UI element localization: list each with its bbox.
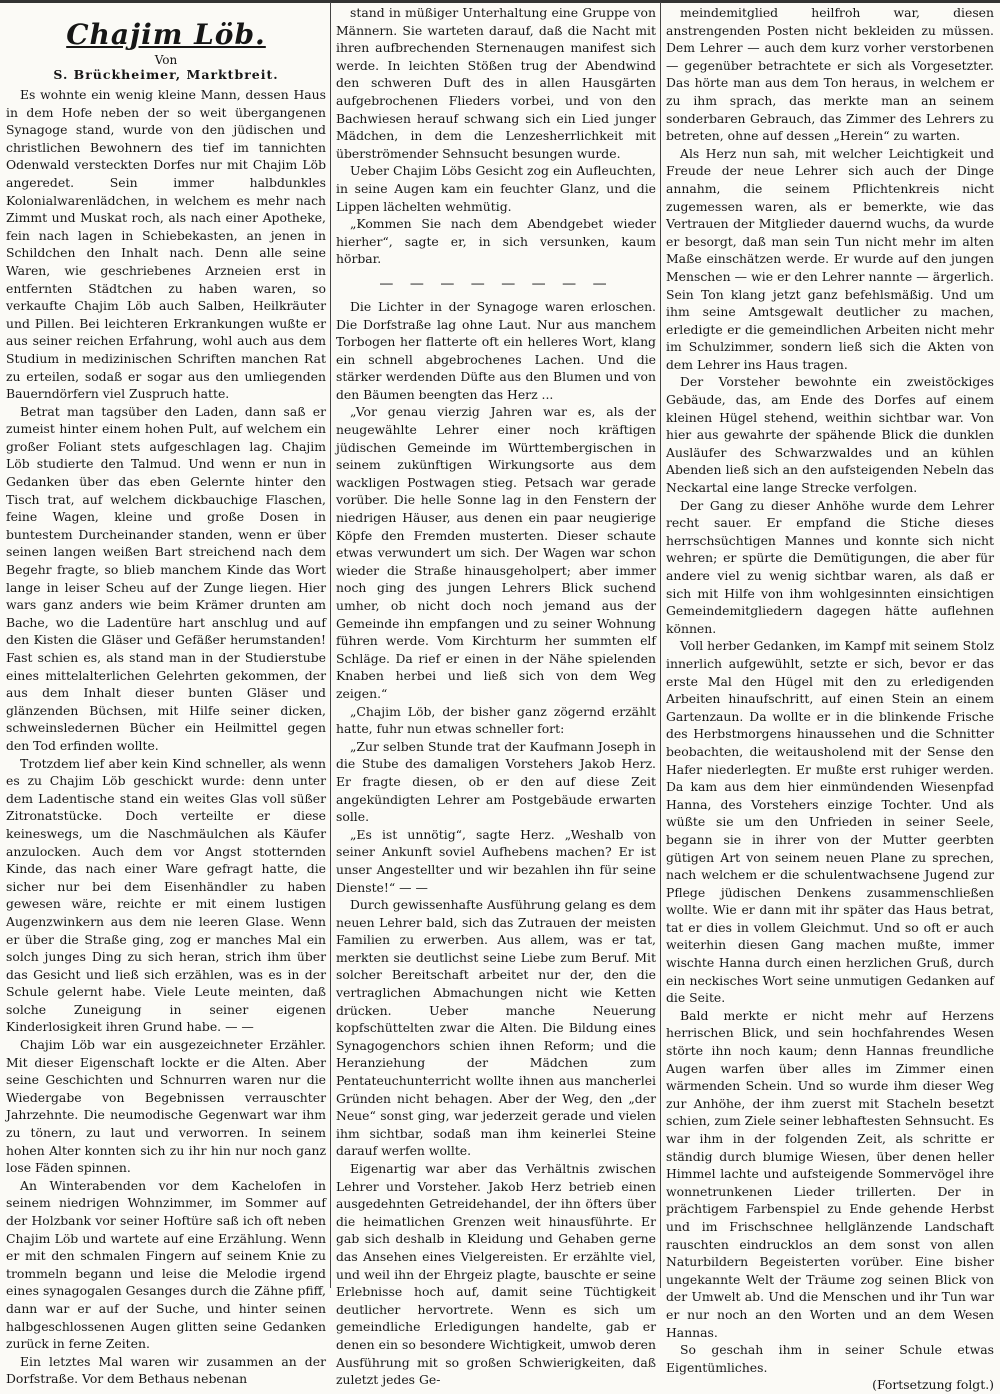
- paragraph: So geschah ihm in seiner Schule etwas Eigentümliches.: [666, 1342, 994, 1375]
- paragraph: „Vor genau vierzig Jahren war es, als der neugewählte Lehrer einer noch kräftigen jüdischen Gemeinde im Württembergischen in seinem zukünftigen Wirkungsorte aus dem wackligen Postwagen stieg. Petsach war gerade vorüber. Die helle Sonne lag in den Fenstern der niedrigen Häuser, aus denen ein paar neugierige Köpfe den Fremden musterten. Dieser schaute etwas verwundert um sich. Der Wagen war schon wieder die Straße hinausgeholpert; aber immer noch ging des jungen Lehrers Blick suchend umher, ob nicht doch noch jemand aus der Gemeinde ihn empfangen und zu seiner Wohnung führen werde. Vom Kirchturm her summten elf Schläge. Da rief er einen in der Nähe spielenden Knaben herbei und ließ sich von dem Weg zeigen.“: [336, 404, 656, 701]
- paragraph: Betrat man tagsüber den Laden, dann saß er zumeist hinter einem hohen Pult, auf welchem ein großer Foliant stets aufgeschlagen lag. Chajim Löb studierte den Talmud. Und wenn er nun in Gedanken über das eben Gelernte hinter den Tisch trat, auf welchem dickbauchige Flaschen, feine Wagen, kleine und große Dosen in buntestem Durcheinander standen, wenn er über seinen langen weißen Bart streichend nach dem Begehr fragte, so blieb manchem Kinde das Wort lange in leiser Scheu auf der Zunge liegen. Hier wars ganz anders wie beim Krämer drunten am Bache, wo die Ladentüre hart anschlug und auf den Kisten die Gläser und Gefäßer herumstanden! Fast schien es, als stand man in der Studierstube eines mittelalterlichen Gelehrten gekommen, der aus dem Inhalt dieser bunten Gläser und glänzenden Büchsen, mit Hilfe seiner dicken, schweinsledernen Bücher ein Heilmittel gegen den Tod erfinden wollte.: [6, 403, 326, 753]
- paragraph: „Zur selben Stunde trat der Kaufmann Joseph in die Stube des damaligen Vorstehers Jakob Herz. Er fragte diesen, ob er den auf diese Zeit angekündigten Lehrer am Postgebäude erwarten solle.: [336, 738, 656, 825]
- paragraph: Durch gewissenhafte Ausführung gelang es dem neuen Lehrer bald, sich das Zutrauen der meisten Familien zu erwerben. Aus allem, was er tat, merkten sie deutlichst seine Liebe zum Beruf. Mit solcher Bereitschaft arbeitet nur der, den die vertraglichen Abmachungen nicht wie Ketten drücken. Ueber manche Neuerung kopfschüttelten zwar die Alten. Die Bildung eines Synagogenchors schien ihnen Reform; und die Heranziehung der Mädchen zum Pentateuchunterricht wollte ihnen aus mancherlei Gründen nicht behagen. Aber der Weg, den „der Neue“ sonst ging, war jederzeit gerade und vielen ihm sichtbar, sodaß man ihm keinerlei Steine darauf werfen wollte.: [336, 897, 656, 1159]
- paragraph: Bald merkte er nicht mehr auf Herzens herrischen Blick, und sein hochfahrendes Wesen störte ihn noch kaum; denn Hannas freundliche Augen warfen über alles im Zimmer einen wärmenden Schein. Und so wurde ihm dieser Weg zur Anhöhe, der ihm zuerst mit Stacheln besetzt schien, zum Ziele seiner lebhaftesten Sehnsucht. Es war ihm in der folgenden Zeit, als schritte er ständig durch blumige Wiesen, über denen heller Himmel lachte und aufsteigende Sommervögel ihre wonnetrunkenen Lieder trillerten. Der in prächtigem Farbenspiel zu Ende gehende Herbst und im Frischschnee hellglänzende Landschaft rauschten eindrucklos an dem sonst von allen Naturbildern Begeisterten vorüber. Eine bisher ungekannte Welt der Träume zog seinen Blick von der Umwelt ab. Und die Menschen und ihr Tun war er nur noch an den Worten und an dem Wesen Hannas.: [666, 1007, 994, 1340]
- column-3: [666, 4, 994, 1393]
- paragraph: Ueber Chajim Löbs Gesicht zog ein Aufleuchten, in seine Augen kam ein feuchter Glanz, und die Lippen lächelten wehmütig.: [336, 163, 656, 214]
- continuation-note: (Fortsetzung folgt.): [872, 1377, 994, 1393]
- paragraph: Die Lichter in der Synagoge waren erloschen. Die Dorfstraße lag ohne Laut. Nur aus manchem Torbogen her flatterte oft ein helleres Wort, klang ein schnell abgebrochenes Lachen. Und die stärker werdenden Düfte aus den Blumen und von den Bäumen beengten das Herz ...: [336, 298, 656, 402]
- column-divider: [330, 2, 331, 1288]
- paragraph: Voll herber Gedanken, im Kampf mit seinem Stolz innerlich aufgewühlt, setzte er sich, bevor er das erste Mal den Hügel mit den zu erledigenden Arbeiten hinaufschritt, auf einen Stein an einem Gartenzaun. Da wollte er in die blinkende Frische des Herbstmorgens hinaussehen und die Schnitter beobachten, die weitausholend mit der Sense den Hafer niederlegten. Er mußte erst ruhiger werden. Da kam aus dem hier einmündenden Wiesenpfad Hanna, des Vorstehers einzige Tochter. Und als wüßte sie um den Unfrieden in seiner Seele, begann sie in ihrer von der Mutter geerbten gütigen Art von seinem neuen Plane zu sprechen, nach welchem er die schulentwachsene Jugend zur Pflege jüdischen Denkens zusammenschließen wollte. Wie er dann mit ihr später das Haus betrat, tat er dies in vollem Gleichmut. Und so oft er auch weiterhin diesen Gang machen mußte, immer wischte Hanna durch einen herzlichen Gruß, durch ein neckisches Wort seine unmutigen Gedanken auf die Seite.: [666, 638, 994, 1006]
- byline-author: S. Brückheimer, Marktbreit.: [53, 67, 279, 82]
- paragraph: Es wohnte ein wenig kleine Mann, dessen Haus in dem Hofe neben der so weit übergangenen Synagoge stand, wurde von den jüdischen und christlichen Bewohnern des tief im tannichten Odenwald versteckten Dorfes nur mit Chajim Löb angeredet. Sein immer halbdunkles Kolonialwarenlädchen, in welchem es mehr nach Zimmt und Muskat roch, als nach einer Apotheke, fein nach lagen in Schiebekasten, an jenen in Schildchen den Inhalt nach. Denn alle seine Waren, wie geschriebenes Arzneien erst in entfernten Städtchen zu haben waren, so verkaufte Chajim Löb auch Salben, Heilkräuter und Pillen. Bei leichteren Erkrankungen wußte er aus seiner reichen Erfahrung, wohl auch aus dem Studium in medizinischen Schriften manchen Rat zu erteilen, sodaß er sogar aus den umliegenden Bauerndörfern viel Zuspruch hatte.: [6, 87, 326, 402]
- paragraph: meindemitglied heilfroh war, diesen anstrengenden Posten nicht bekleiden zu müssen. Dem Lehrer — auch dem kurz vorher verstorbenen — gegenüber betrachtete er sich als Vorgesetzter. Das hörte man aus dem Ton heraus, in welchem er zu ihm sprach, das merkte man an seinem sonderbaren Gebrauch, das Zimmer des Lehrers zu betreten, ohne auf dessen „Herein“ zu warten.: [666, 5, 994, 144]
- paragraph: „Chajim Löb, der bisher ganz zögernd erzählt hatte, fuhr nun etwas schneller fort:: [336, 703, 656, 737]
- paragraph: „Kommen Sie nach dem Abendgebet wieder hierher“, sagte er, in sich versunken, kaum hörbar.: [336, 216, 656, 267]
- paragraph: An Winterabenden vor dem Kachelofen in seinem niedrigen Wohnzimmer, im Sommer auf der Holzbank vor seiner Hoftüre saß ich oft neben Chajim Löb und wartete auf eine Erzählung. Wenn er mit den schmalen Fingern auf seinem Knie zu trommeln begann und leise die Melodie irgend eines synagogalen Gesanges durch die Zähne pfiff, dann war er auf der Suche, und hinter seinen halbgeschlossenen Augen glitten seine Gedanken zurück in ferne Zeiten.: [6, 1177, 326, 1352]
- section-separator: — — — — — — — —: [379, 275, 613, 292]
- paragraph: Der Vorsteher bewohnte ein zweistöckiges Gebäude, das, am Ende des Dorfes auf einem kleinen Hügel stehend, weithin sichtbar war. Von hier aus gewahrte der spähende Blick die dunklen Ausläufer des Schwarzwaldes und an kühlen Abenden ließ sich an den aufsteigenden Nebeln das Neckartal eine lange Strecke verfolgen.: [666, 374, 994, 496]
- paragraph: Trotzdem lief aber kein Kind schneller, als wenn es zu Chajim Löb geschickt wurde: denn unter dem Ladentische stand ein weites Glas voll süßer Zitronatstücke. Doch verteilte er diese keineswegs, um die Naschmäulchen als Käufer anzulocken. Auch dem vor Angst stotternden Kinde, das nach einer Ware gefragt hatte, die sicher nur bei dem Eisenhändler zu haben gewesen wäre, reichte er mit einem lustigen Augenzwinkern aus dem nie leeren Glase. Wenn er über die Straße ging, zog er manches Mal ein solch junges Ding zu sich heran, strich ihm über das Gesicht und ließ sich erzählen, was es in der Schule gelernt habe. Viele Leute meinten, daß solche Zuneigung in seiner eigenen Kinderlosigkeit ihren Grund habe. — —: [6, 755, 326, 1035]
- column-divider: [660, 2, 661, 1288]
- paragraph: Chajim Löb war ein ausgezeichneter Erzähler. Mit dieser Eigenschaft lockte er die Alten. Aber seine Geschichten und Schnurren waren nur die Wiedergabe von Begebnissen verrauschter Jahrzehnte. Die neumodische Gegenwart war ihm zu tönern, zu laut und verworren. In seinem hohen Alter konnten sich zu ihr hin nur noch ganz lose Fäden spinnen.: [6, 1037, 326, 1176]
- article-title: Chajim Löb.: [66, 18, 266, 51]
- top-rule: [0, 0, 1000, 3]
- column-1: [6, 4, 326, 1387]
- paragraph: stand in müßiger Unterhaltung eine Gruppe von Männern. Sie warteten darauf, daß die Nacht mit ihren aufbrechenden Sternenaugen manifest sich werde. In leichten Stößen trug der Abendwind den schweren Duft des in allen Hausgärten aufgebrochenen Flieders vorbei, und von den Bachwiesen herauf schwang sich ein Lied junger Mädchen, in dem die Lenzesherrlichkeit mit überströmender Sehnsucht besungen wurde.: [336, 5, 656, 161]
- paragraph: Eigenartig war aber das Verhältnis zwischen Lehrer und Vorsteher. Jakob Herz betrieb einen ausgedehnten Getreidehandel, der ihn öfters über die heimatlichen Grenzen weit hinausführte. Er gab sich deshalb in Kleidung und Gehaben gerne das Ansehen eines Vielgereisten. Er erzählte viel, und weil ihn der Ehrgeiz plagte, bauschte er seine Erlebnisse hoch auf, damit seine Tüchtigkeit deutlicher hervortrete. Wenn es sich um gemeindliche Erledigungen handelte, gab er denen ein so besondere Wichtigkeit, umwob deren Ausführung mit so großen Schwierigkeiten, daß zuletzt jedes Ge-: [336, 1161, 656, 1388]
- byline-von: Von: [154, 53, 178, 67]
- column-2: [336, 4, 656, 1388]
- paragraph: „Es ist unnötig“, sagte Herz. „Weshalb von seiner Ankunft soviel Aufhebens machen? Er ist unser Angestellter und wir bezahlen ihn für seine Dienste!“ — —: [336, 826, 656, 895]
- paragraph: Als Herz nun sah, mit welcher Leichtigkeit und Freude der neue Lehrer sich auch der Dinge annahm, die seinem Pflichtenkreis nicht zugemessen waren, als er bemerkte, wie das Vertrauen der Mitglieder dauernd wuchs, da wurde er besorgt, daß man sein Tun nicht mehr im alten Maße einschätzen werde. Er wurde auf den jungen Menschen — wie er den Lehrer nannte — ärgerlich. Sein Ton klang jetzt ganz befehlsmäßig. Und um ihm seine Amtsgewalt deutlicher zu machen, erledigte er die gemeindlichen Arbeiten nicht mehr im Schulzimmer, sondern ließ sich die Akten von dem Lehrer ins Haus tragen.: [666, 145, 994, 372]
- paragraph: Ein letztes Mal waren wir zusammen an der Dorfstraße. Vor dem Bethaus nebenan: [6, 1353, 326, 1387]
- paragraph: Der Gang zu dieser Anhöhe wurde dem Lehrer recht sauer. Er empfand die Stiche dieses herrschsüchtigen Mannes und konnte sich nicht wehren; er spürte die Demütigungen, die aber für andere viel zu wenig sichtbar waren, als daß er sich mit Hilfe von ihm wohlgesinnten einsichtigen Gemeindemitgliedern dagegen hätte auflehnen können.: [666, 497, 994, 636]
